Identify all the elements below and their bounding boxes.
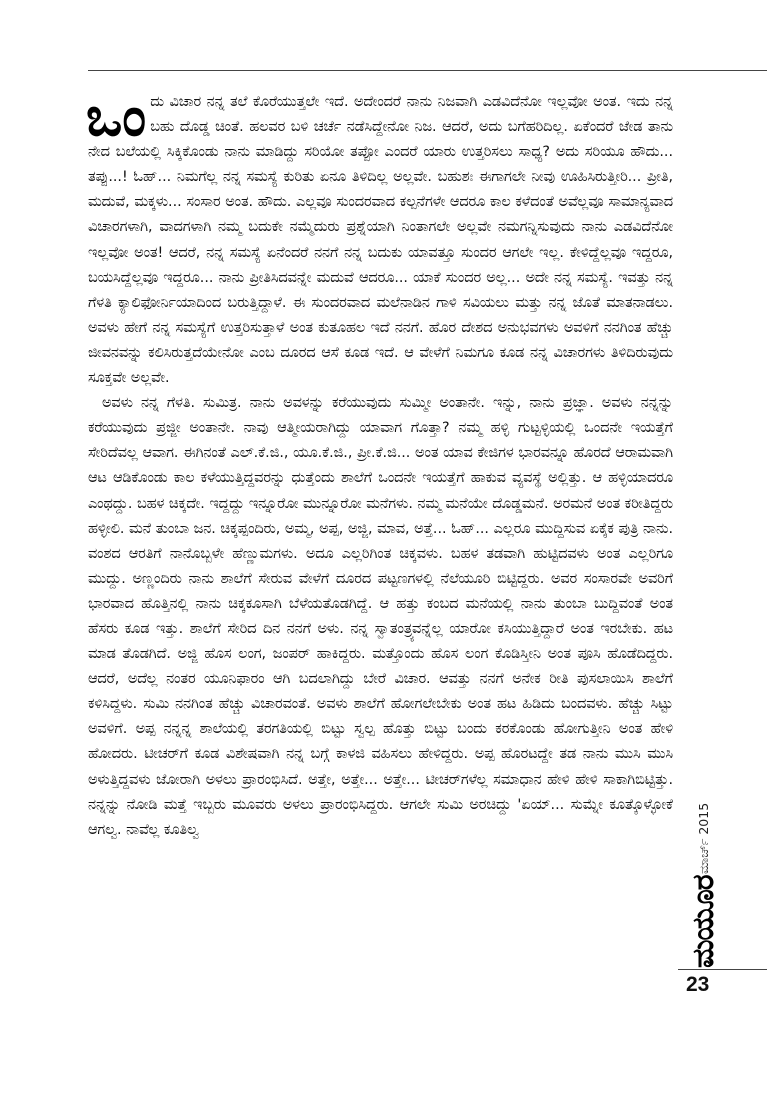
paragraph-1 — [86, 84, 674, 391]
page-number: 23 — [686, 973, 710, 996]
issue-date: ಮಾರ್ಚ್ 2015 — [696, 802, 711, 874]
paragraph-1-text: ದು ವಿಚಾರ ನನ್ನ ತಲೆ ಕೊರೆಯುತ್ತಲೇ ಇದೆ. ಅದೇಂದರೆ ನಾನು ನಿಜವಾಗಿ ಎಡವಿದೆನೋ ಇಲ್ಲವೋ ಅಂತ. ಇದು ನನ್ನ ಬಹು ದೊಡ್ಡ ಚಿಂತೆ. ಹಲವರ ಬಳಿ ಚರ್ಚೆ ನಡೆಸಿದ್ದೇನೋ ನಿಜ. ಆದರೆ, ಅದು ಬಗೆಹರಿದಿಲ್ಲ. ಏಕೆಂದರೆ ಜೇಡ ತಾನು ನೇದ ಬಲೆಯಲ್ಲಿ ಸಿಕ್ಕಿಕೊಂಡು ನಾನು ಮಾಡಿದ್ದು ಸರಿಯೋ ತಪ್ಪೋ ಎಂದರೆ ಯಾರು ಉತ್ತರಿಸಲು ಸಾಧ್ಯ? ಅದು ಸರಿಯೂ ಹೌದು... ತಪ್ಪು...! ಓಹ್... ನಿಮಗೆಲ್ಲ ನನ್ನ ಸಮಸ್ಯೆ ಕುರಿತು ಏನೂ ತಿಳಿದಿಲ್ಲ ಅಲ್ಲವೇ. ಬಹುಶಃ ಈಗಾಗಲೇ ನೀವು ಊಹಿಸಿರುತ್ತೀರಿ... ಪ್ರೀತಿ, ಮದುವೆ, ಮಕ್ಕಳು... ಸಂಸಾರ ಅಂತ. ಹೌದು. ಎಲ್ಲವೂ ಸುಂದರವಾದ ಕಲ್ಪನೆಗಳೇ ಆದರೂ ಕಾಲ ಕಳೆದಂತೆ ಅವೆಲ್ಲವೂ ಸಾಮಾನ್ಯವಾದ ವಿಚಾರಗಳಾಗಿ, ವಾದಗಳಾಗಿ ನಮ್ಮ ಬದುಕೇ ನಮ್ಮೆದುರು ಪ್ರಶ್ನೆಯಾಗಿ ನಿಂತಾಗಲೇ ಅಲ್ಲವೇ ನಮಗನ್ನಿಸುವುದು ನಾನು ಎಡವಿದೆನೋ ಇಲ್ಲವೋ ಅಂತ! ಆದರೆ, ನನ್ನ ಸಮಸ್ಯೆ ಏನೆಂದರೆ ನನಗೆ ನನ್ನ ಬದುಕು ಯಾವತ್ತೂ ಸುಂದರ ಆಗಲೇ ಇಲ್ಲ. ಕೇಳಿದ್ದೆಲ್ಲವೂ ಇದ್ದರೂ, ಬಯಸಿದ್ದೆಲ್ಲವೂ ಇದ್ದರೂ... ನಾನು ಪ್ರೀತಿಸಿದವನ್ನೇ ಮದುವೆ ಆದರೂ... ಯಾಕೆ ಸುಂದರ ಅಲ್ಲ... ಅದೇ ನನ್ನ ಸಮಸ್ಯೆ. ಇವತ್ತು ನನ್ನ ಗೆಳತಿ ಕ್ಯಾಲಿಫೋರ್ನಿಯಾದಿಂದ ಬರುತ್ತಿದ್ದಾಳೆ. ಈ ಸುಂದರವಾದ ಮಲೆನಾಡಿನ ಗಾಳಿ ಸವಿಯಲು ಮತ್ತು ನನ್ನ ಜೊತೆ ಮಾತನಾಡಲು. ಅವಳು ಹೇಗೆ ನನ್ನ ಸಮಸ್ಯೆಗೆ ಉತ್ತರಿಸುತ್ತಾಳೆ ಅಂತ ಕುತೂಹಲ ಇದೆ ನನಗೆ. ಹೊರ ದೇಶದ ಅನುಭವಗಳು ಅವಳಿಗೆ ನನಗಿಂತ ಹೆಚ್ಚು ಜೀವನವನ್ನು ಕಲಿಸಿರುತ್ತದೆಯೇನೋ ಎಂಬ ದೂರದ ಆಸೆ ಕೂಡ ಇದೆ. ಆ ವೇಳೆಗೆ ನಿಮಗೂ ಕೂಡ ನನ್ನ ವಿಚಾರಗಳು ತಿಳಿದಿರುವುದು ಸೂಕ್ತವೇ ಅಲ್ಲವೇ. — [88, 94, 674, 387]
article-body — [86, 84, 674, 843]
paragraph-2: ಅವಳು ನನ್ನ ಗೆಳತಿ. ಸುಮಿತ್ರ. ನಾನು ಅವಳನ್ನು ಕರೆಯುವುದು ಸುಮ್ಮೀ ಅಂತಾನೇ. ಇನ್ನು, ನಾನು ಪ್ರಜ್ಞಾ. ಅವಳು ನನ್ನನ್ನು ಕರೆಯುವುದು ಪ್ರಜ್ಜೀ ಅಂತಾನೇ. ನಾವು ಆತ್ಮೀಯರಾಗಿದ್ದು ಯಾವಾಗ ಗೊತ್ತಾ? ನಮ್ಮ ಹಳ್ಳಿ ಗುಟ್ಟಳ್ಳಿಯಲ್ಲಿ ಒಂದನೇ ಇಯತ್ತೆಗೆ ಸೇರಿದೆವಲ್ಲ ಆವಾಗ. ಈಗಿನಂತೆ ಎಲ್.ಕೆ.ಜಿ., ಯೂ.ಕೆ.ಜಿ., ಪ್ರೀ.ಕೆ.ಜಿ... ಅಂತ ಯಾವ ಕೇಜಿಗಳ ಭಾರವನ್ನೂ ಹೊರದೆ ಆರಾಮವಾಗಿ ಆಟ ಆಡಿಕೊಂಡು ಕಾಲ ಕಳೆಯುತ್ತಿದ್ದವರನ್ನು ಧುತ್ತೆಂದು ಶಾಲೆಗೆ ಒಂದನೇ ಇಯತ್ತೆಗೆ ಹಾಕುವ ವ್ಯವಸ್ಥೆ ಅಲ್ಲಿತ್ತು. ಆ ಹಳ್ಳಿಯಾದರೂ ಎಂಥದ್ದು. ಬಹಳ ಚಿಕ್ಕದೇ. ಇದ್ದದ್ದು ಇನ್ನೂರೋ ಮುನ್ನೂರೋ ಮನೆಗಳು. ನಮ್ಮ ಮನೆಯೇ ದೊಡ್ಡಮನೆ. ಅರಮನೆ ಅಂತ ಕರೀತಿದ್ದರು ಹಳ್ಳೀಲಿ. ಮನೆ ತುಂಬಾ ಜನ. ಚಿಕ್ಕಪ್ಪಂದಿರು, ಅಮ್ಮ, ಅಪ್ಪ, ಅಜ್ಜಿ, ಮಾವ, ಅತ್ತೆ... ಓಹ್... ಎಲ್ಲರೂ ಮುದ್ದಿಸುವ ಏಕೈಕ ಪುತ್ರಿ ನಾನು. ವಂಶದ ಆರತಿಗೆ ನಾನೊಬ್ಬಳೇ ಹೆಣ್ಣುಮಗಳು. ಅದೂ ಎಲ್ಲರಿಗಿಂತ ಚಿಕ್ಕವಳು. ಬಹಳ ತಡವಾಗಿ ಹುಟ್ಟಿದವಳು ಅಂತ ಎಲ್ಲರಿಗೂ ಮುದ್ದು. ಅಣ್ಣಂದಿರು ನಾನು ಶಾಲೆಗೆ ಸೇರುವ ವೇಳೆಗೆ ದೂರದ ಪಟ್ಟಣಗಳಲ್ಲಿ ನೆಲೆಯೂರಿ ಬಿಟ್ಟಿದ್ದರು. ಅವರ ಸಂಸಾರವೇ ಅವರಿಗೆ ಭಾರವಾದ ಹೊತ್ತಿನಲ್ಲಿ ನಾನು ಚಿಕ್ಕಕೂಸಾಗಿ ಬೆಳೆಯತೊಡಗಿದ್ದೆ. ಆ ಹತ್ತು ಕಂಬದ ಮನೆಯಲ್ಲಿ ನಾನು ತುಂಬಾ ಬುದ್ದಿವಂತೆ ಅಂತ ಹೆಸರು ಕೂಡ ಇತ್ತು. ಶಾಲೆಗೆ ಸೇರಿದ ದಿನ ನನಗೆ ಅಳು. ನನ್ನ ಸ್ವಾತಂತ್ರ್ಯವನ್ನೆಲ್ಲ ಯಾರೋ ಕಸಿಯುತ್ತಿದ್ದಾರೆ ಅಂತ ಇರಬೇಕು. ಹಟ ಮಾಡ ತೊಡಗಿದೆ. ಅಜ್ಜಿ ಹೊಸ ಲಂಗ, ಜಂಪರ್ ಹಾಕಿದ್ದರು. ಮತ್ತೊಂದು ಹೊಸ ಲಂಗ ಕೊಡಿಸ್ತೀನಿ ಅಂತ ಪೂಸಿ ಹೊಡೆದಿದ್ದರು. ಆದರೆ, ಅದೆಲ್ಲ ನಂತರ ಯೂನಿಫಾರಂ ಆಗಿ ಬದಲಾಗಿದ್ದು ಬೇರೆ ವಿಚಾರ. ಆವತ್ತು ನನಗೆ ಅನೇಕ ರೀತಿ ಪುಸಲಾಯಿಸಿ ಶಾಲೆಗೆ ಕಳಿಸಿದ್ದಳು. ಸುಮಿ ನನಗಿಂತ ಹೆಚ್ಚು ವಿಚಾರವಂತೆ. ಅವಳು ಶಾಲೆಗೆ ಹೋಗಲೇಬೇಕು ಅಂತ ಹಟ ಹಿಡಿದು ಬಂದವಳು. ಹೆಚ್ಚು ಸಿಟ್ಟು ಅವಳಿಗೆ. ಅಪ್ಪ ನನ್ನನ್ನ ಶಾಲೆಯಲ್ಲಿ ತರಗತಿಯಲ್ಲಿ ಬಿಟ್ಟು ಸ್ವಲ್ಪ ಹೊತ್ತು ಬಿಟ್ಟು ಬಂದು ಕರಕೊಂಡು ಹೋಗುತ್ತೀನಿ ಅಂತ ಹೇಳಿ ಹೋದರು. ಟೀಚರ್‌ಗೆ ಕೂಡ ವಿಶೇಷವಾಗಿ ನನ್ನ ಬಗ್ಗೆ ಕಾಳಜಿ ವಹಿಸಲು ಹೇಳಿದ್ದರು. ಅಪ್ಪ ಹೊರಟದ್ದೇ ತಡ ನಾನು ಮುಸಿ ಮುಸಿ ಅಳುತ್ತಿದ್ದವಳು ಜೋರಾಗಿ ಅಳಲು ಪ್ರಾರಂಭಿಸಿದೆ. ಅತ್ತೇ, ಅತ್ತೇ... ಅತ್ತೇ... ಟೀಚರ್‌ಗಳೆಲ್ಲ ಸಮಾಧಾನ ಹೇಳಿ ಹೇಳಿ ಸಾಕಾಗಿಬಿಟ್ಟಿತ್ತು. ನನ್ನನ್ನು ನೋಡಿ ಮತ್ತೆ ಇಬ್ಬರು ಮೂವರು ಅಳಲು ಪ್ರಾರಂಭಿಸಿದ್ದರು. ಆಗಲೇ ಸುಮಿ ಅರಚಿದ್ದು 'ಏಯ್... ಸುಮ್ನೇ ಕೂತ್ಕೊಳ್ಳೋಕೆ ಆಗಲ್ವ. ನಾವೆಲ್ಲ ಕೂತಿಲ್ವ — [88, 395, 673, 838]
magazine-title: ಮಯೂರ — [686, 875, 721, 968]
top-rule — [88, 70, 767, 71]
bottom-rule — [678, 969, 767, 970]
dropcap: ಒಂ — [86, 84, 147, 148]
